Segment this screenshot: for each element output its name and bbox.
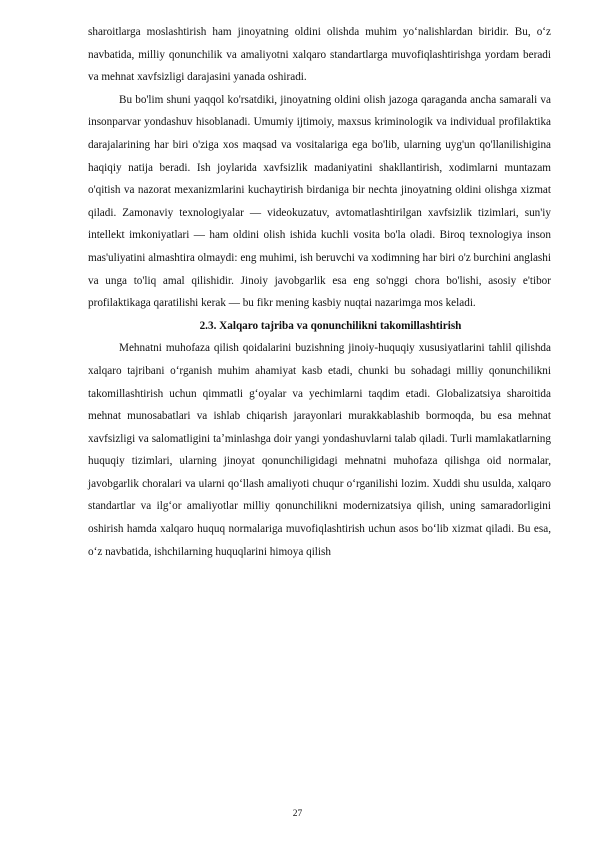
body-text [88,21,551,563]
section-heading: 2.3. Xalqaro tajriba va qonunchilikni takomillashtirish [199,319,462,332]
page-number: 27 [292,809,303,819]
paragraph-summary: Bu bo'lim shuni yaqqol ko'rsatdiki, jinoyatning oldini olish jazoga qaraganda ancha samarali va insonparvar yondashuv hisoblanadi. Umumiy ijtimoiy, maxsus kriminologik va individual profilaktika darajalarining har biri o'ziga xos maqsad va vositalariga ega bo'lib, ularning uyg'un qo'llanilishigina haqiqiy natija beradi. Ish joylarida xavfsizlik madaniyatini shakllantirish, xodimlarni muntazam o'qitish va nazorat mexanizmlarini kuchaytirish birdaniga bir nechta jinoyatning oldini olishga xizmat qiladi. Zamonaviy texnologiyalar — videokuzatuv, avtomatlashtirilgan xavfsizlik tizimlari, sun'iy intellekt imkoniyatlari — ham oldini olish ishida kuchli vosita bo'la oladi. Biroq texnologiya inson mas'uliyatini almashtira olmaydi: eng muhimi, ish beruvchi va xodimning har biri o'z burchini anglashi va unga to'liq amal qilishidir. Jinoiy javobgarlik esa eng so'nggi chora bo'lishi, asosiy e'tibor profilaktikaga qaratilishi kerak — bu fikr mening kasbiy nuqtai nazarimga mos keladi. [88,93,551,310]
paragraph-international-experience: Mehnatni muhofaza qilish qoidalarini buzishning jinoiy-huquqiy xususiyatlarini tahlil qilishda xalqaro tajribani oʻrganish muhim ahamiyat kasb etadi, chunki bu sohadagi milliy qonunchilikni takomillashtirish uchun qimmatli gʻoyalar va yechimlarni taqdim etadi. Globalizatsiya sharoitida mehnat munosabatlari va ishlab chiqarish jarayonlari murakkablashib bormoqda, bu esa mehnat xavfsizligi va salomatligini taʼminlashga doir yangi yondashuvlarni talab qiladi. Turli mamlakatlarning huquqiy tizimlari, ularning jinoyat qonunchiligidagi mehnatni muhofaza qilishga oid normalar, javobgarlik choralari va ularni qoʻllash amaliyoti chuqur oʻrganilishi lozim. Xuddi shu usulda, xalqaro standartlar va ilgʻor amaliyotlar milliy qonunchilikni modernizatsiya qilish, uning samaradorligini oshirish hamda xalqaro huquq normalariga muvofiqlashtirish uchun asos boʻlib xizmat qiladi. Bu esa, oʻz navbatida, ishchilarning huquqlarini himoya qilish [88,342,551,558]
paragraph-continuation: sharoitlarga moslashtirish ham jinoyatning oldini olishda muhim yoʻnalishlardan biridir. Bu, oʻz navbatida, milliy qonunchilik va amaliyotni xalqaro standartlarga muvofiqlashtirishga yordam beradi va mehnat xavfsizligi darajasini yanada oshiradi. [88,26,551,84]
